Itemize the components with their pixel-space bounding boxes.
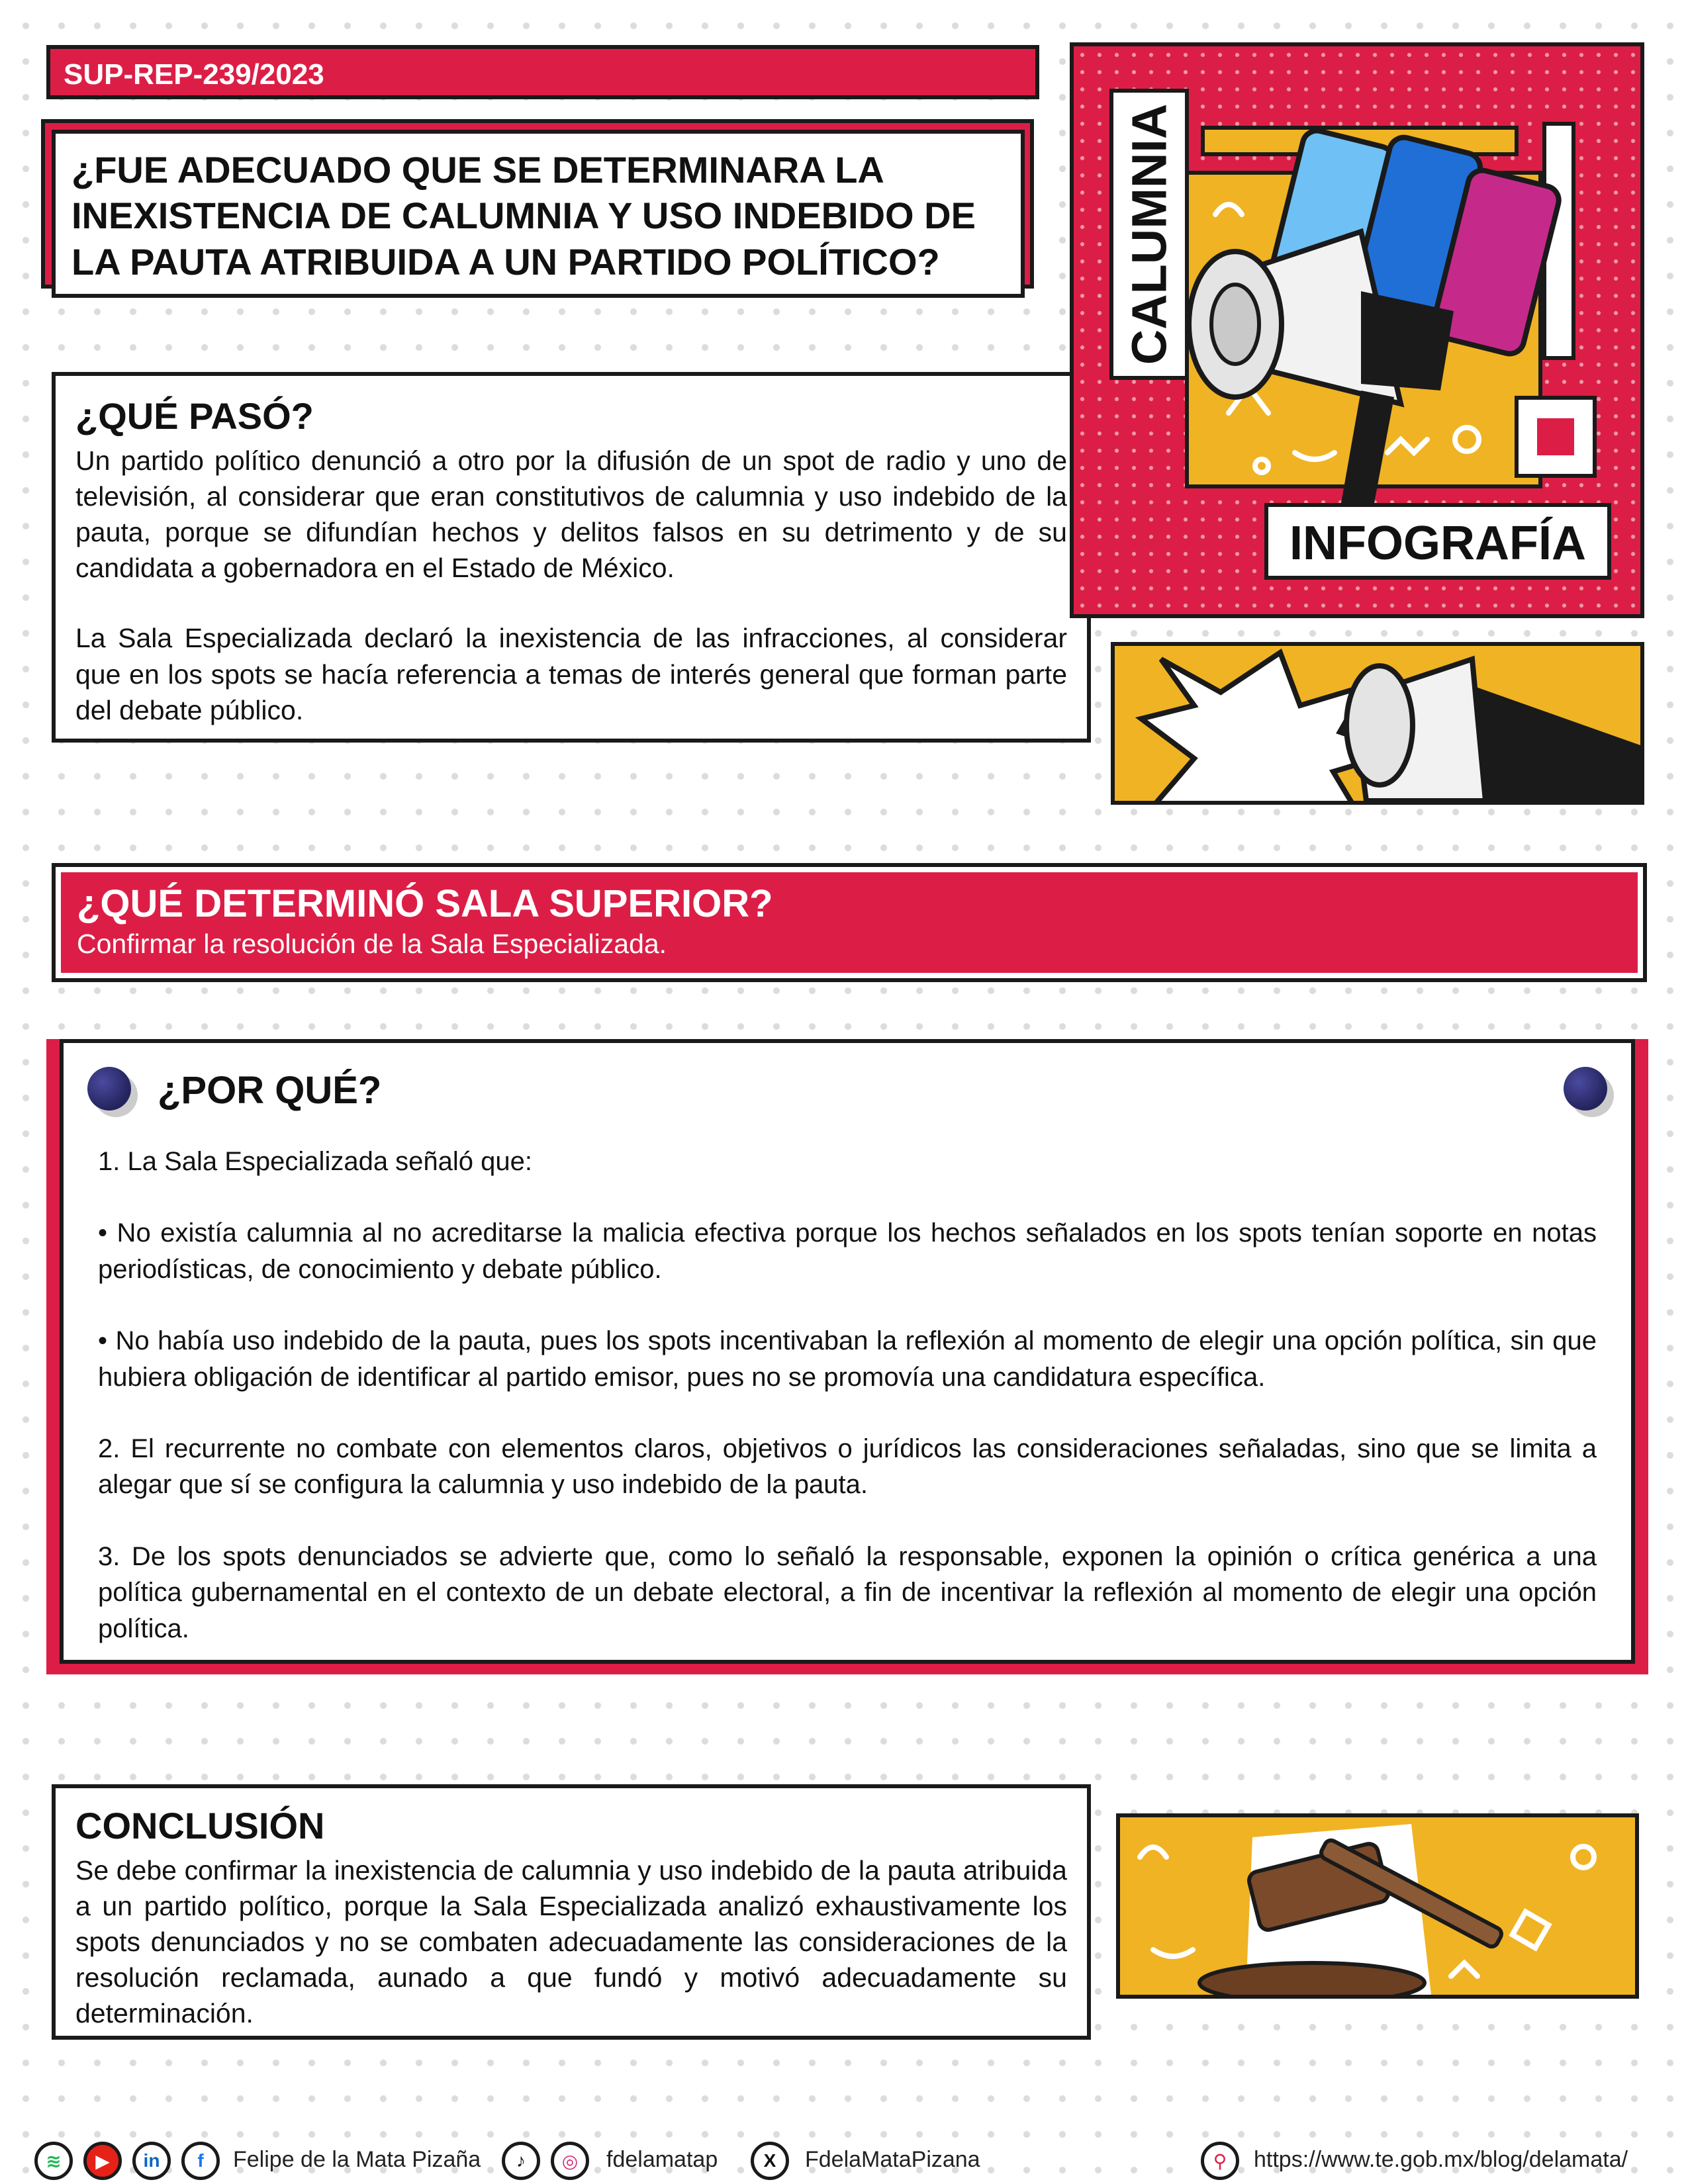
gavel-image bbox=[1116, 1813, 1639, 1999]
footer-x-handle: FdelaMataPizana bbox=[805, 2147, 980, 2172]
por-que-item-3: 3. De los spots denunciados se advierte que, como lo señaló la responsable, exponen la opinión o crítica genérica a una política gubernamental en el contexto de un debate electoral, a fin de incentivar la reflexión al momento de elegir una opción política. bbox=[98, 1541, 1597, 1643]
footer-url[interactable]: https://www.te.gob.mx/blog/delamata/ bbox=[1254, 2147, 1628, 2172]
por-que-content bbox=[98, 1144, 1597, 1647]
determino-heading: ¿QUÉ DETERMINÓ SALA SUPERIOR? bbox=[77, 882, 773, 925]
case-code-bar bbox=[46, 45, 1039, 99]
determino-section bbox=[52, 863, 1647, 982]
footer-handle: fdelamatap bbox=[606, 2147, 718, 2172]
poster-square-frame bbox=[1515, 396, 1597, 478]
conclusion-section bbox=[52, 1784, 1091, 2040]
footer bbox=[0, 2142, 1688, 2181]
infografia-label: INFOGRAFÍA bbox=[1289, 517, 1586, 570]
calumnia-tag bbox=[1109, 89, 1189, 380]
que-paso-paragraph-2: La Sala Especializada declaró la inexistencia de las infracciones, al considerar que en los spots se hacía referencia a temas de interés general que forman parte del debate público. bbox=[75, 623, 1067, 725]
facebook-icon[interactable]: f bbox=[181, 2142, 220, 2180]
que-paso-paragraph-1: Un partido político denunció a otro por la difusión de un spot de radio y uno de televisión, al considerar que eran constitutivos de calumnia y uso indebido de la pauta, porque se difundían hechos y delitos falsos en su detrimento y de su candidata a gobernadora en el Estado de México. bbox=[75, 445, 1067, 584]
title-box bbox=[52, 130, 1025, 298]
footer-name: Felipe de la Mata Pizaña bbox=[233, 2147, 481, 2172]
megaphone-icon bbox=[1162, 192, 1507, 510]
linkedin-icon[interactable]: in bbox=[132, 2142, 171, 2180]
que-paso-section bbox=[52, 372, 1091, 743]
burst-megaphone-icon bbox=[1115, 646, 1640, 801]
determino-panel bbox=[61, 872, 1638, 973]
x-icon[interactable]: X bbox=[751, 2142, 789, 2180]
gavel-icon bbox=[1120, 1817, 1635, 1995]
tiktok-icon[interactable]: ♪ bbox=[502, 2142, 540, 2180]
por-que-section bbox=[60, 1039, 1635, 1664]
por-que-bullet-2: • No había uso indebido de la pauta, pues los spots incentivaban la reflexión al momento de elegir una opción política, sin que hubiera obligación de identificar al partido emisor, pues no se promovía una candidatura específica. bbox=[98, 1326, 1597, 1392]
que-paso-heading: ¿QUÉ PASÓ? bbox=[75, 395, 314, 437]
instagram-icon[interactable]: ◎ bbox=[551, 2142, 589, 2180]
search-icon[interactable]: ⚲ bbox=[1201, 2142, 1239, 2180]
page-title: ¿FUE ADECUADO QUE SE DETERMINARA LA INEXISTENCIA DE CALUMNIA Y USO INDEBIDO DE LA PAUTA ATRIBUIDA A UN PARTIDO POLÍTICO? bbox=[71, 149, 976, 283]
calumnia-label: CALUMNIA bbox=[1121, 103, 1177, 365]
pushpin-icon bbox=[87, 1067, 131, 1111]
infografia-tag bbox=[1264, 503, 1611, 580]
spotify-icon[interactable]: ≋ bbox=[34, 2142, 73, 2180]
youtube-icon[interactable]: ▶ bbox=[83, 2142, 122, 2180]
determino-text: Confirmar la resolución de la Sala Especializada. bbox=[77, 929, 667, 959]
pushpin-icon bbox=[1564, 1067, 1607, 1111]
conclusion-text: Se debe confirmar la inexistencia de calumnia y uso indebido de la pauta atribuida a un partido político, porque la Sala Especializada analizó exhaustivamente los spots denunciados y no se combaten adecuadamente las consideraciones de la resolución reclamada, aunado a que fundó y motivó adecuadamente su determinación. bbox=[75, 1855, 1067, 2029]
por-que-item-1: 1. La Sala Especializada señaló que: bbox=[98, 1147, 533, 1176]
por-que-heading: ¿POR QUÉ? bbox=[158, 1069, 382, 1112]
case-code: SUP-REP-239/2023 bbox=[64, 58, 324, 91]
por-que-item-2: 2. El recurrente no combate con elementos claros, objetivos o jurídicos las consideraciones señaladas, sino que se limita a alegar que sí se configura la calumnia y uso indebido de la pauta. bbox=[98, 1433, 1597, 1500]
conclusion-heading: CONCLUSIÓN bbox=[75, 1805, 325, 1846]
megaphone-banner bbox=[1111, 642, 1644, 805]
por-que-bullet-1: • No existía calumnia al no acreditarse la malicia efectiva porque los hechos señalados en los spots tenían soporte en notas periodísticas, de conocimiento y debate público. bbox=[98, 1218, 1597, 1284]
